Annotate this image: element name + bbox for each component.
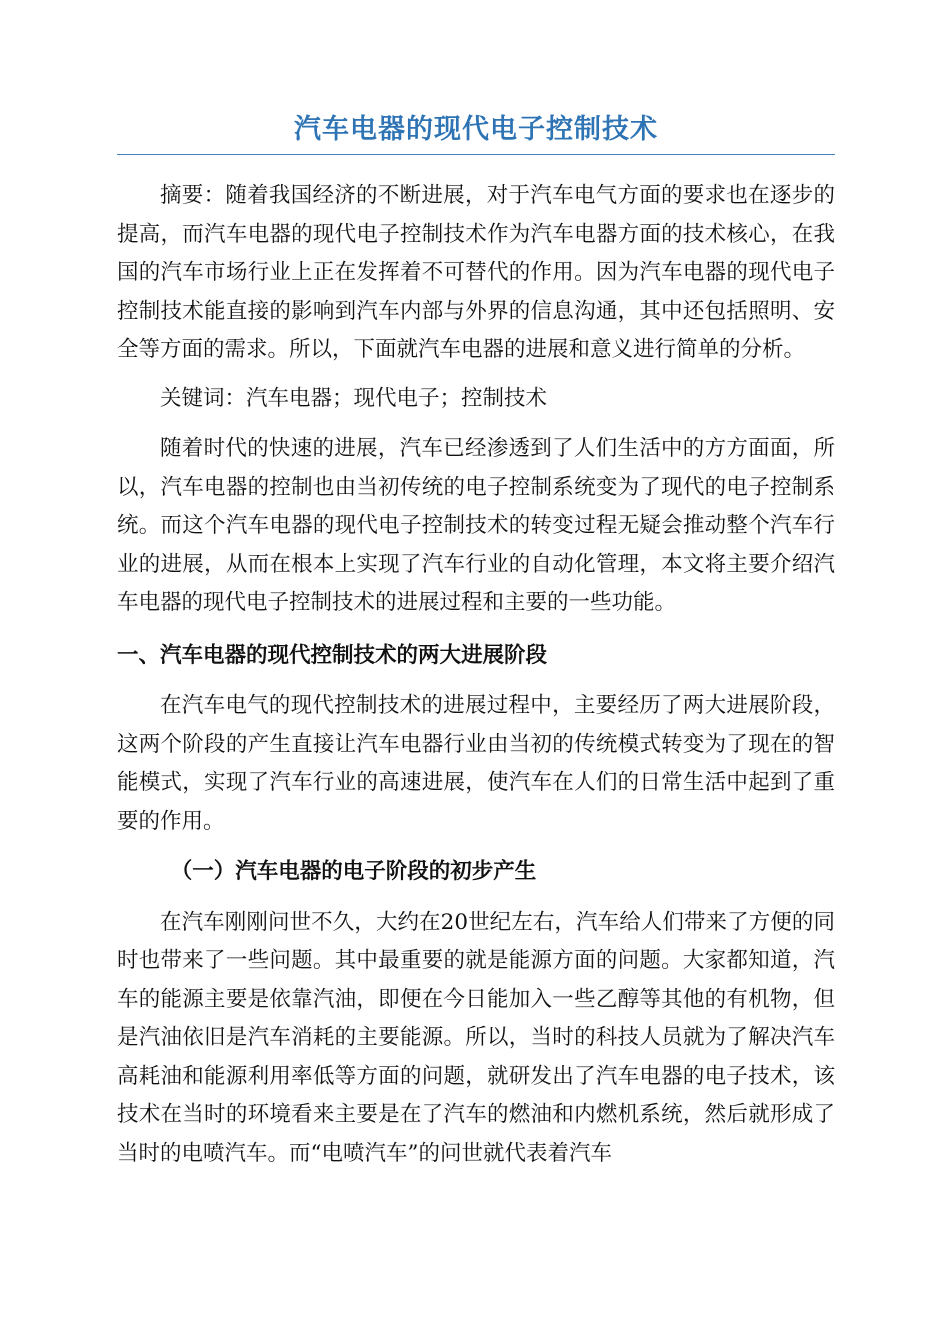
section-1-paragraph: 在汽车电气的现代控制技术的进展过程中，主要经历了两大进展阶段，这两个阶段的产生直接让汽车电器行业由当初的传统模式转变为了现在的智能模式，实现了汽车行业的高速进展，使汽车在人们的日常生活中起到了重要的作用。 <box>117 693 835 834</box>
document-page <box>117 108 835 1173</box>
subsection-1-heading: （一）汽车电器的电子阶段的初步产生 <box>170 859 537 884</box>
abstract-paragraph: 摘要：随着我国经济的不断进展，对于汽车电气方面的要求也在逐步的提高，而汽车电器的现代电子控制技术作为汽车电器方面的技术核心，在我国的汽车市场行业上正在发挥着不可替代的作用。因为汽车电器的现代电子控制技术能直接的影响到汽车内部与外界的信息沟通，其中还包括照明、安全等方面的需求。所以，下面就汽车电器的进展和意义进行简单的分析。 <box>117 183 835 362</box>
section-1-heading: 一、汽车电器的现代控制技术的两大进展阶段 <box>117 642 548 668</box>
keywords-line: 关键词：汽车电器；现代电子；控制技术 <box>160 385 548 411</box>
document-title: 汽车电器的现代电子控制技术 <box>117 108 835 155</box>
subsection-1-paragraph: 在汽车刚刚问世不久，大约在20世纪左右，汽车给人们带来了方便的同时也带来了一些问题。其中最重要的就是能源方面的问题。大家都知道，汽车的能源主要是依靠汽油，即便在今日能加入一些乙醇等其他的有机物，但是汽油依旧是汽车消耗的主要能源。所以，当时的科技人员就为了解决汽车高耗油和能源利用率低等方面的问题，就研发出了汽车电器的电子技术，该技术在当时的环境看来主要是在了汽车的燃油和内燃机系统，然后就形成了当时的电喷汽车。而“电喷汽车”的问世就代表着汽车 <box>117 909 835 1166</box>
intro-paragraph: 随着时代的快速的进展，汽车已经渗透到了人们生活中的方方面面，所以，汽车电器的控制也由当初传统的电子控制系统变为了现代的电子控制系统。而这个汽车电器的现代电子控制技术的转变过程无疑会推动整个汽车行业的进展，从而在根本上实现了汽车行业的自动化管理，本文将主要介绍汽车电器的现代电子控制技术的进展过程和主要的一些功能。 <box>117 436 835 615</box>
